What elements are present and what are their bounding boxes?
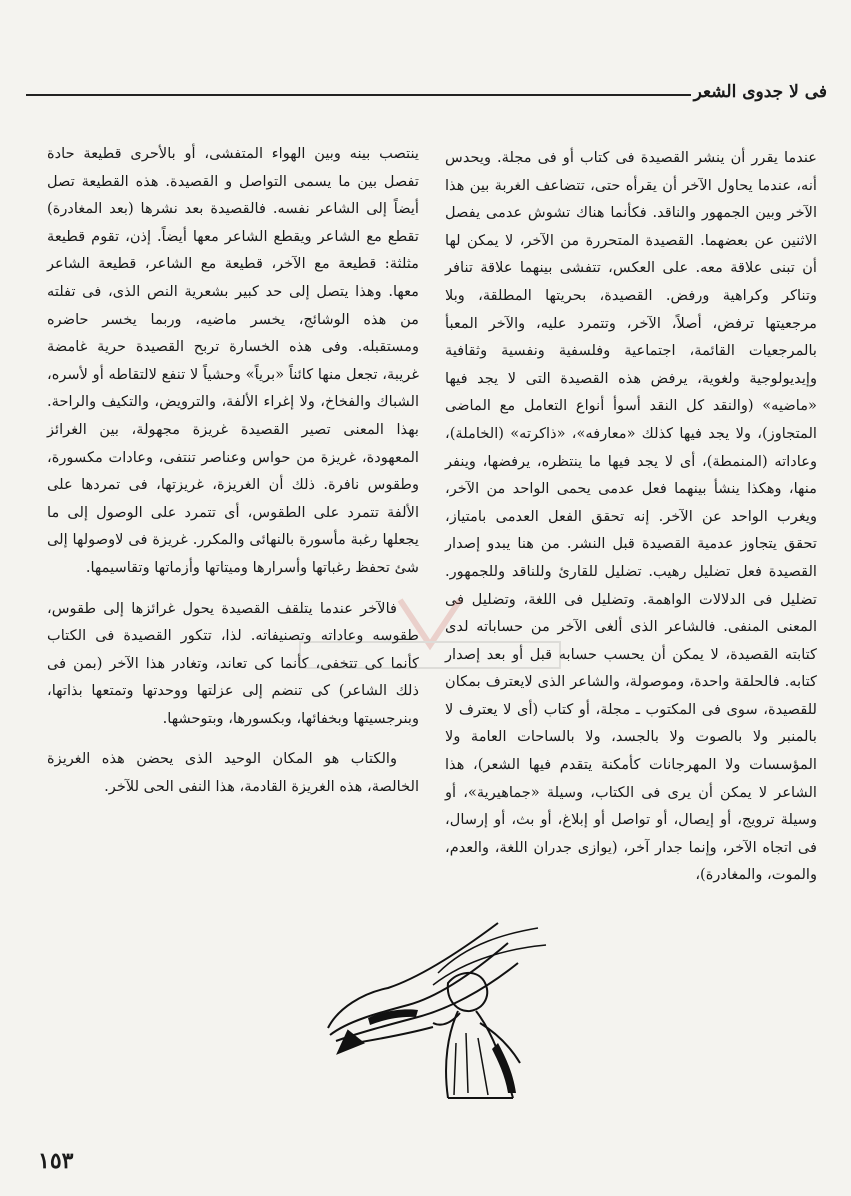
paragraph: فالآخر عندما يتلقف القصيدة يحول غرائزها إلى طقوس، طقوسه وعاداته وتصنيفاته. لذا، تتكور القصيدة فى الكتاب كأنما كى تتخفى، كأنما كى تعاند، وتغادر هذا الآخر (بمن فى ذلك الشاعر) كى تنضم إلى عزلتها ووحدتها وتمتعها بذاتها، وبنرجسيتها وبخفائها، وبكسورها، وبتوحشها.	[47, 599, 419, 727]
paragraph: والكتاب هو المكان الوحيد الذى يحضن هذه الغريزة الخالصة، هذه الغريزة القادمة، هذا النفى الحى للآخر.	[47, 750, 419, 796]
left-column	[47, 140, 419, 814]
page-number: ١٥٣	[38, 1148, 74, 1174]
running-head	[26, 82, 827, 112]
header-rule	[26, 94, 691, 96]
paragraph: ينتصب بينه وبين الهواء المتفشى، أو بالأحرى قطيعة حادة تفصل بين ما يسمى التواصل و القصيدة. هذه القطيعة تصل أيضاً إلى الشاعر نفسه. فالقصيدة بعد نشرها (بعد المغادرة) تقطع مع الشاعر ويقطع الشاعر معها أيضاً. إذن، تقوم قطيعة مثلثة: قطيعة مع الآخر، قطيعة مع الشاعر، قطيعة الشاعر معها. وهذا يتصل إلى حد كبير بشعرية النص الذى، فى تفلته من هذه الوشائج، يخسر ماضيه، وربما يخسر حاضره ومستقبله. وفى هذه الخسارة تربح القصيدة حرية غامضة غريبة، تجعل منها كائناً «برياً» وحشياً لا تنفع لالتقاطه أو لأسره، الشباك والفخاخ، ولا إغراء الألفة، والترويض، والتكيف والراحة. بهذا المعنى تصير القصيدة غريزة مجهولة، بين الغرائز المعهودة، غريزة من حواس وعناصر تنتفى، وعادات مكسورة، وطقوس نافرة. ذلك أن الغريزة، غريزتها، فى تمردها على الألفة تتمرد على الطقوس، أى تتمرد على الوصول إلى ما يجعلها رغبة مأسورة بالنهائى والمكرر. غريزة فى لاوصولها إلى شئ تحفظ رغباتها وأسرارها وميتاتها وأزماتها وتقاسيمها.	[47, 145, 419, 576]
figure-illustration	[308, 913, 558, 1103]
running-title: فى لا جدوى الشعر	[693, 82, 827, 102]
paragraph: عندما يقرر أن ينشر القصيدة فى كتاب أو فى مجلة. ويحدس أنه، عندما يحاول الآخر أن يقرأه حتى، تتضاعف الغربة بين هذا الآخر وبين الجمهور والناقد. فكأنما هناك تشوش عدمى يفصل الاثنين عن بعضهما. القصيدة المتحررة من الآخر، لا يمكن لها أن تبنى علاقة معه. على العكس، تتفشى بينهما علاقة تنافر وتناكر وكراهية ورفض. القصيدة، بحريتها المطلقة، وبلا مرجعيتها ترفض، أصلاً، الآخر، وتتمرد عليه، والآخر المعبأ بالمرجعيات القائمة، اجتماعية وفلسفية ونفسية وثقافية وإيديولوجية ولغوية، يرفض هذه القصيدة التى لا يجد فيها «ماضيه» (والنقد كل النقد أسوأ أنواع التعامل مع الماضى المتجاوز)، ولا يجد فيها كذلك «معارفه»، «ذاكرته» (الخاملة)، وعاداته (المنمطة)، أى لا يجد فيها ما ينتظره، يرفضها، وينفر منها، وهكذا ينشأ بينهما فعل عدمى يحمى الواحد من الآخر، ويغرب الواحد عن الآخر. إنه تحقق الفعل العدمى بامتياز، تحقق يتجاوز عدمية القصيدة قبل النشر. من هنا يبدو إصدار القصيدة فعل تضليل رهيب. تضليل للقارئ وللناقد وللجمهور. تضليل فى الدلالات الواهمة. وتضليل فى اللغة، وتضليل فى المعنى المنفى. فالشاعر الذى ألغى الآخر من حساباته لدى كتابته القصيدة، لا يمكن أن يحسب حسابه قبل أو بعد إصدار كتابه. فالحلقة واحدة، وموصولة، والشاعر الذى لايعترف بمكان للقصيدة، سوى فى المكتوب ـ مجلة، أو كتاب (أى لا يعترف لا بالمنبر ولا بالصوت ولا بالجسد، ولا بالساحات العامة ولا المؤسسات ولا المهرجانات كأمكنة يتقدم فيها الشعر)، هذا الشاعر لا يمكن أن يرى فى الكتاب، وسيلة «جماهيرية»، أو وسيلة ترويج، أو إيصال، أو تواصل أو إبلاغ، أو بث، أو إرسال، فى اتجاه الآخر، وإنما جدار آخر، (يوازى جدران اللغة، والعدم، والموت، والمغادرة)،	[445, 149, 817, 884]
right-column	[445, 144, 817, 902]
